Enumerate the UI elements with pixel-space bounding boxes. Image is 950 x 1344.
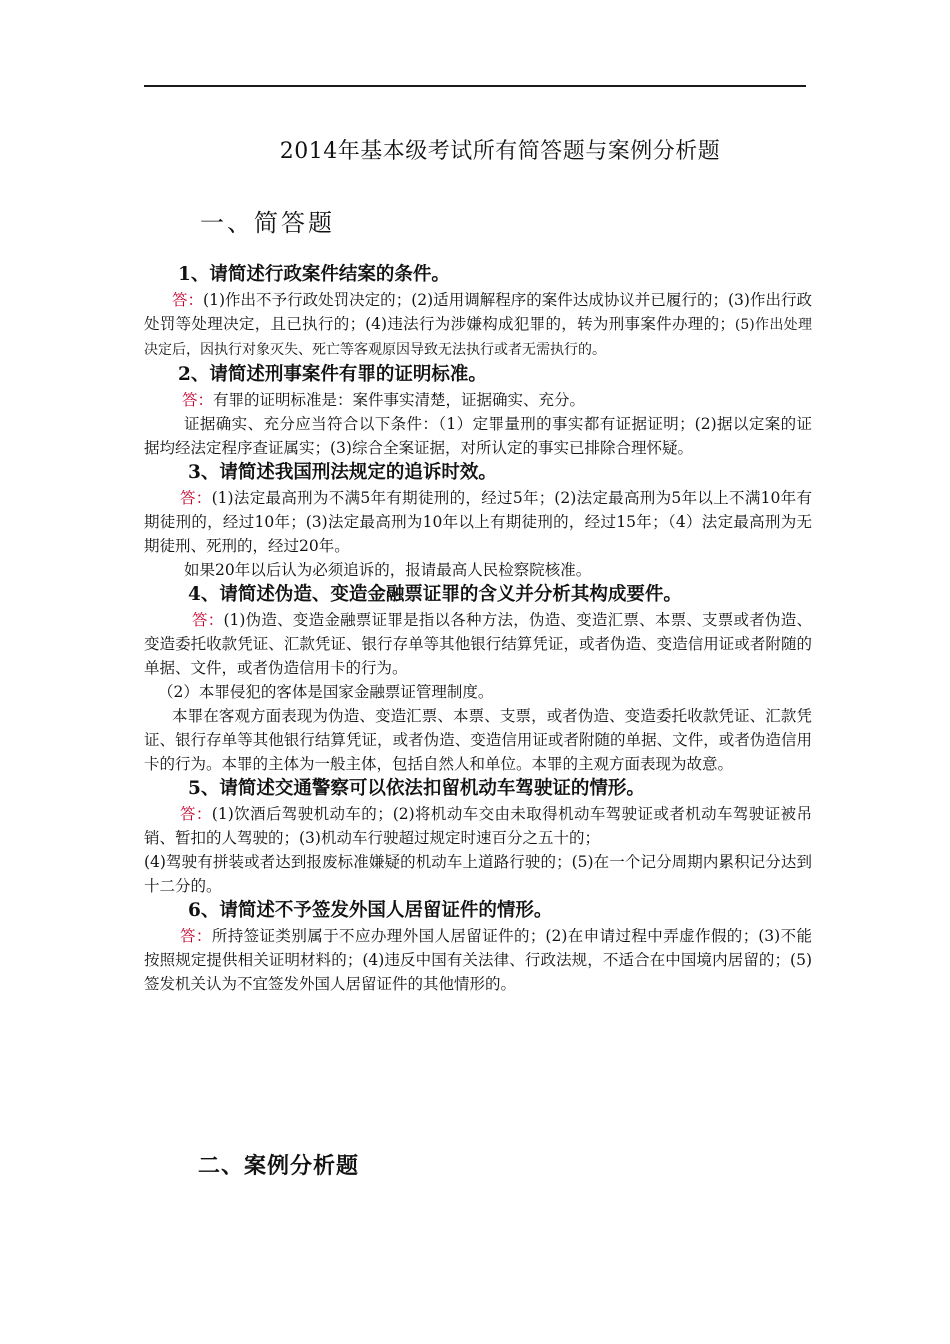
question-1-answer — [144, 288, 812, 362]
question-4-answer — [144, 608, 812, 680]
question-4-answer-text: (1)伪造、变造金融票证罪是指以各种方法，伪造、变造汇票、本票、支票或者伪造、变造委托收款凭证、汇款凭证、银行存单等其他银行结算凭证，或者伪造、变造信用证或者附随的单据、文件，或者伪造信用卡的行为。 — [144, 611, 812, 677]
answer-label: 答： — [180, 805, 212, 823]
answer-label: 答： — [172, 291, 204, 309]
question-1-title: 1、请简述行政案件结案的条件。 — [178, 264, 450, 285]
question-4-point-3: 本罪在客观方面表现为伪造、变造汇票、本票、支票，或者伪造、变造委托收款凭证、汇款凭证、银行存单等其他银行结算凭证，或者伪造、变造信用证或者附随的单据、文件，或者伪造信用卡的行为。本罪的主体为一般主体，包括自然人和单位。本罪的主观方面表现为故意。 — [144, 707, 812, 773]
question-3-answer — [144, 486, 812, 558]
question-2-answer — [144, 388, 812, 412]
question-4-title: 4、请简述伪造、变造金融票证罪的含义并分析其构成要件。 — [188, 584, 682, 605]
question-4-point-2: （2）本罪侵犯的客体是国家金融票证管理制度。 — [158, 683, 494, 701]
question-6-title: 6、请简述不予签发外国人居留证件的情形。 — [188, 900, 553, 921]
question-2-title: 2、请简述刑事案件有罪的证明标准。 — [178, 364, 487, 385]
answer-label: 答： — [180, 927, 212, 945]
document-title: 2014年基本级考试所有简答题与案例分析题 — [279, 139, 721, 164]
header-rule — [144, 85, 806, 87]
question-5-title: 5、请简述交通警察可以依法扣留机动车驾驶证的情形。 — [188, 778, 645, 799]
question-3-answer-text: (1)法定最高刑为不满5年有期徒刑的，经过5年；(2)法定最高刑为5年以上不满10年有期徒刑的，经过10年；(3)法定最高刑为10年以上有期徒刑的，经过15年；（4）法定最高刑为无期徒刑、死刑的，经过20年。 — [144, 489, 812, 555]
document-body — [144, 262, 812, 996]
question-5-answer — [144, 802, 812, 850]
question-6-answer-text: 所持签证类别属于不应办理外国人居留证件的；(2)在申请过程中弄虚作假的；(3)不能按照规定提供相关证明材料的；(4)违反中国有关法律、行政法规，不适合在中国境内居留的；(5)签发机关认为不宜签发外国人居留证件的其他情形的。 — [144, 927, 812, 993]
question-5-answer-text: (1)饮酒后驾驶机动车的；(2)将机动车交由未取得机动车驾驶证或者机动车驾驶证被吊销、暂扣的人驾驶的；(3)机动车行驶超过规定时速百分之五十的； — [144, 805, 812, 847]
question-6-answer — [144, 924, 812, 996]
section-heading-case-analysis: 二、案例分析题 — [198, 1153, 360, 1179]
question-3-note: 如果20年以后认为必须追诉的，报请最高人民检察院核准。 — [184, 561, 592, 579]
answer-label: 答： — [180, 489, 212, 507]
question-2-answer-text: 有罪的证明标准是：案件事实清楚，证据确实、充分。 — [213, 391, 586, 409]
question-3-title: 3、请简述我国刑法规定的追诉时效。 — [188, 462, 497, 483]
answer-label: 答： — [182, 391, 214, 409]
question-5-answer-continued: (4)驾驶有拼装或者达到报废标准嫌疑的机动车上道路行驶的；(5)在一个记分周期内累积记分达到十二分的。 — [144, 853, 812, 895]
answer-label: 答： — [192, 611, 224, 629]
question-1-answer-text: (1)作出不予行政处罚决定的；(2)适用调解程序的案件达成协议并已履行的；(3)作出行政处罚等处理决定，且已执行的；(4)违法行为涉嫌构成犯罪的，转为刑事案件办理的； — [144, 291, 812, 333]
question-2-detail: 证据确实、充分应当符合以下条件：（1）定罪量刑的事实都有证据证明；(2)据以定案的证据均经法定程序查证属实；(3)综合全案证据，对所认定的事实已排除合理怀疑。 — [144, 415, 812, 457]
question-1-answer-small: (5)作出处理决定后，因执行对象灭失、死亡等客观原因导致无法执行或者无需执行的。 — [144, 317, 812, 358]
section-heading-short-answer: 一、简答题 — [200, 209, 335, 237]
